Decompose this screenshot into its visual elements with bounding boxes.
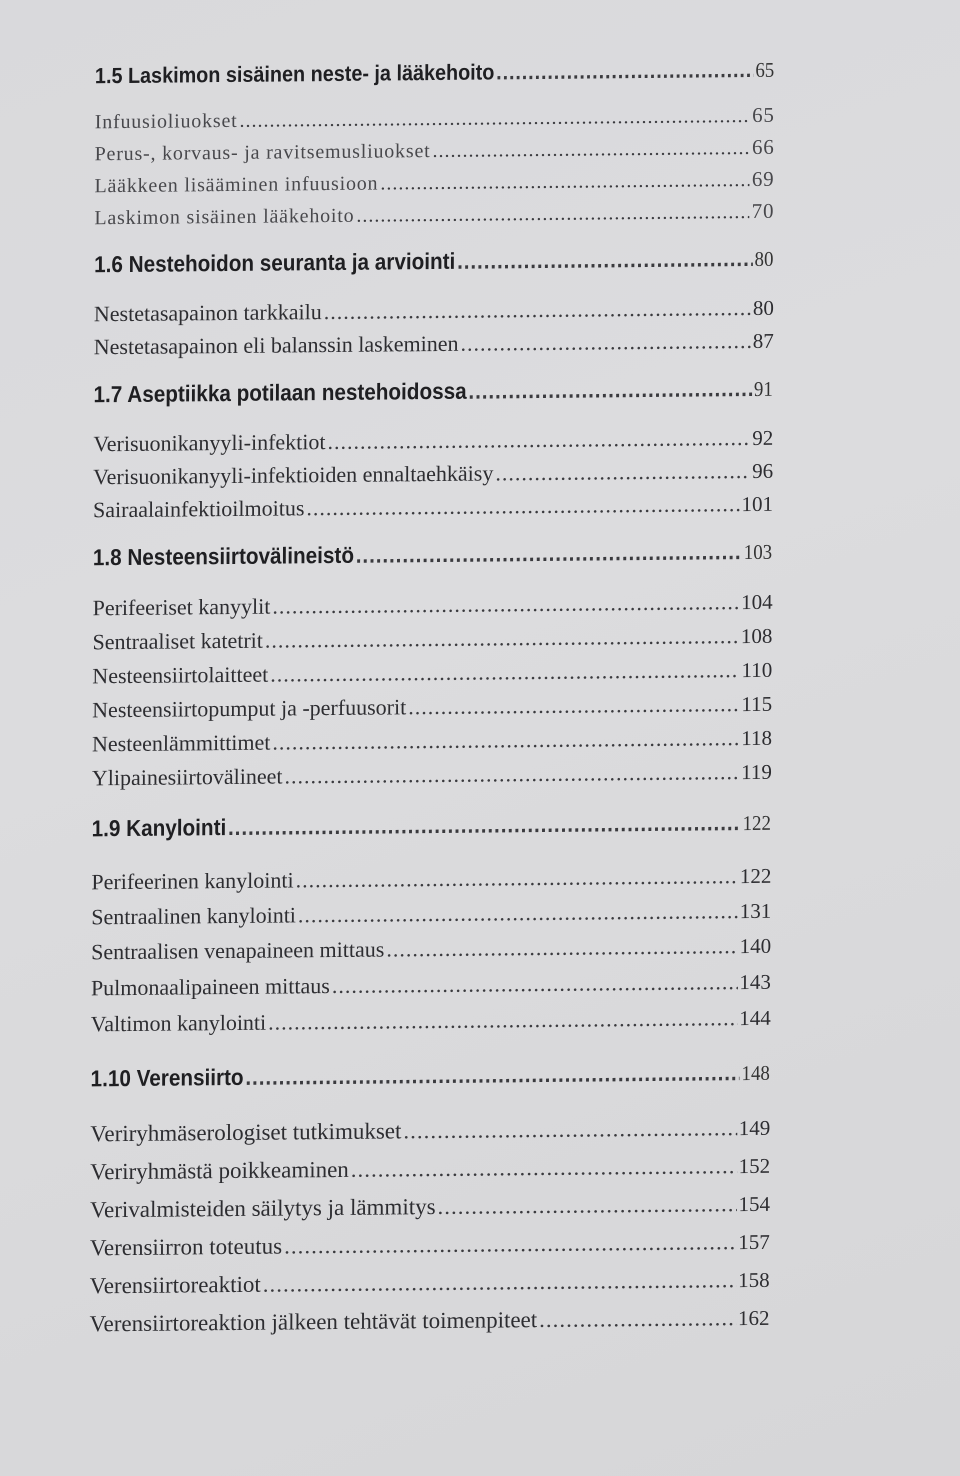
toc-section bbox=[92, 538, 773, 800]
heading-page: 122 bbox=[742, 810, 772, 836]
section-heading bbox=[93, 375, 772, 422]
heading-page: 103 bbox=[743, 539, 773, 565]
dot-leader bbox=[296, 863, 738, 893]
table-of-contents bbox=[89, 57, 775, 1350]
section-heading bbox=[94, 245, 773, 292]
entry-page: 80 bbox=[752, 295, 774, 320]
dot-leader bbox=[298, 898, 738, 928]
dot-leader bbox=[539, 1305, 736, 1333]
dot-leader bbox=[386, 933, 737, 962]
dot-leader bbox=[468, 375, 752, 405]
entry-page: 115 bbox=[741, 691, 773, 717]
dot-leader bbox=[272, 589, 739, 619]
toc-section bbox=[91, 809, 772, 1048]
entry-page: 96 bbox=[752, 458, 774, 483]
entry-title: Nesteenlämmittimet bbox=[91, 729, 271, 757]
entry-title: Nesteensiirtopumput ja -perfuusorit bbox=[92, 694, 407, 723]
entry-title: Verivalmisteiden säilytys ja lämmitys bbox=[89, 1194, 436, 1223]
entry-page: 92 bbox=[752, 425, 774, 450]
heading-title: 1.5 Laskimon sisäinen neste- ja lääkehoito bbox=[94, 59, 495, 89]
dot-leader bbox=[324, 295, 751, 325]
entry-title: Pulmonaalipaineen mittaus bbox=[90, 973, 330, 1001]
entry-title: Sentraaliset katetrit bbox=[92, 627, 263, 655]
section-heading bbox=[90, 1059, 769, 1110]
entry-page: 66 bbox=[751, 134, 775, 159]
toc-entry bbox=[89, 1305, 769, 1350]
entry-title: Veriryhmästä poikkeaminen bbox=[90, 1156, 349, 1185]
entry-title: Nestetasapainon tarkkailu bbox=[93, 299, 322, 327]
dot-leader bbox=[460, 328, 750, 357]
toc-section bbox=[94, 57, 775, 238]
dot-leader bbox=[268, 1005, 737, 1036]
entry-page: 152 bbox=[738, 1153, 771, 1179]
entry-page: 119 bbox=[741, 759, 772, 785]
dot-leader bbox=[356, 201, 749, 228]
heading-title: 1.7 Aseptiikka potilaan nestehoidossa bbox=[93, 377, 467, 408]
entry-title: Perifeerinen kanylointi bbox=[91, 867, 294, 895]
toc-entry bbox=[90, 1115, 770, 1160]
dot-leader bbox=[239, 105, 750, 133]
dot-leader bbox=[356, 538, 742, 569]
toc-entry bbox=[94, 199, 774, 238]
dot-leader bbox=[263, 1267, 736, 1298]
entry-title: Sentraalinen kanylointi bbox=[91, 902, 297, 930]
entry-page: 108 bbox=[740, 623, 773, 649]
heading-title: 1.8 Nesteensiirtovälineistö bbox=[92, 541, 355, 571]
entry-title: Verisuonikanyyli-infektioiden ennaltaehkäisy bbox=[93, 460, 494, 490]
entry-title: Perifeeriset kanyylit bbox=[92, 593, 271, 621]
entry-title: Verisuonikanyyli-infektiot bbox=[93, 429, 326, 457]
entry-title: Perus-, korvaus- ja ravitsemusliuokset bbox=[94, 140, 431, 166]
entry-page: 140 bbox=[739, 933, 772, 959]
entry-page: 110 bbox=[741, 657, 773, 683]
dot-leader bbox=[270, 657, 739, 688]
entry-page: 157 bbox=[738, 1229, 770, 1255]
toc-entry bbox=[90, 1229, 770, 1274]
entry-title: Ylipainesiirtovälineet bbox=[91, 763, 283, 791]
entry-page: 101 bbox=[741, 491, 774, 517]
section-heading bbox=[93, 538, 772, 585]
entry-page: 65 bbox=[752, 102, 775, 127]
entry-page: 149 bbox=[738, 1115, 771, 1141]
toc-entry bbox=[93, 491, 773, 531]
entry-page: 158 bbox=[738, 1267, 770, 1293]
toc-entry bbox=[92, 759, 772, 800]
heading-page: 80 bbox=[754, 246, 774, 271]
toc-section bbox=[94, 245, 774, 368]
dot-leader bbox=[306, 491, 739, 521]
toc-entry bbox=[91, 1005, 771, 1048]
dot-leader bbox=[284, 759, 739, 789]
entry-title: Lääkkeen lisääminen infuusioon bbox=[94, 172, 379, 198]
entry-title: Verensiirtoreaktiot bbox=[89, 1271, 261, 1299]
dot-leader bbox=[495, 458, 750, 486]
dot-leader bbox=[496, 57, 753, 85]
entry-page: 131 bbox=[739, 898, 772, 924]
entry-page: 104 bbox=[741, 589, 773, 615]
dot-leader bbox=[438, 1191, 737, 1220]
dot-leader bbox=[457, 245, 753, 275]
toc-entry bbox=[90, 1153, 770, 1198]
entry-page: 87 bbox=[752, 328, 774, 353]
toc-section bbox=[93, 375, 774, 531]
entry-title: Verensiirtoreaktion jälkeen tehtävät toimenpiteet bbox=[89, 1307, 538, 1337]
dot-leader bbox=[272, 725, 739, 755]
heading-page: 148 bbox=[741, 1060, 770, 1086]
dot-leader bbox=[432, 137, 750, 163]
section-heading bbox=[95, 57, 774, 104]
dot-leader bbox=[228, 809, 741, 841]
dot-leader bbox=[408, 691, 739, 720]
entry-page: 144 bbox=[739, 1005, 771, 1031]
dot-leader bbox=[327, 425, 750, 455]
entry-page: 162 bbox=[737, 1305, 770, 1331]
entry-title: Sairaalainfektioilmoitus bbox=[93, 495, 305, 523]
toc-entry bbox=[94, 328, 774, 368]
entry-page: 143 bbox=[739, 969, 772, 995]
entry-page: 122 bbox=[739, 863, 772, 889]
entry-page: 69 bbox=[751, 166, 775, 191]
entry-title: Sentraalisen venapaineen mittaus bbox=[91, 936, 385, 965]
dot-leader bbox=[351, 1153, 737, 1183]
entry-title: Laskimon sisäinen lääkehoito bbox=[94, 204, 355, 230]
toc-entry bbox=[90, 1267, 770, 1312]
entry-title: Infuusioliuokset bbox=[94, 109, 238, 134]
dot-leader bbox=[403, 1115, 737, 1144]
entry-page: 154 bbox=[738, 1191, 771, 1217]
heading-page: 65 bbox=[755, 57, 775, 82]
dot-leader bbox=[332, 969, 738, 999]
heading-title: 1.9 Kanylointi bbox=[91, 814, 227, 842]
dot-leader bbox=[265, 623, 739, 654]
dot-leader bbox=[284, 1229, 736, 1259]
entry-title: Veriryhmäserologiset tutkimukset bbox=[90, 1118, 402, 1147]
section-heading bbox=[92, 809, 771, 858]
heading-title: 1.6 Nestehoidon seuranta ja arviointi bbox=[94, 247, 456, 278]
heading-page: 91 bbox=[753, 376, 773, 401]
entry-title: Nestetasapainon eli balanssin laskeminen bbox=[93, 330, 459, 360]
heading-title: 1.10 Verensiirto bbox=[90, 1063, 244, 1092]
dot-leader bbox=[380, 169, 750, 196]
toc-entry bbox=[90, 1191, 770, 1236]
entry-page: 118 bbox=[741, 725, 773, 751]
entry-page: 70 bbox=[751, 198, 775, 223]
entry-title: Verensiirron toteutus bbox=[89, 1233, 283, 1261]
entry-title: Nesteensiirtolaitteet bbox=[92, 661, 269, 689]
toc-section bbox=[89, 1059, 770, 1350]
entry-title: Valtimon kanylointi bbox=[90, 1009, 267, 1037]
dot-leader bbox=[245, 1059, 739, 1091]
